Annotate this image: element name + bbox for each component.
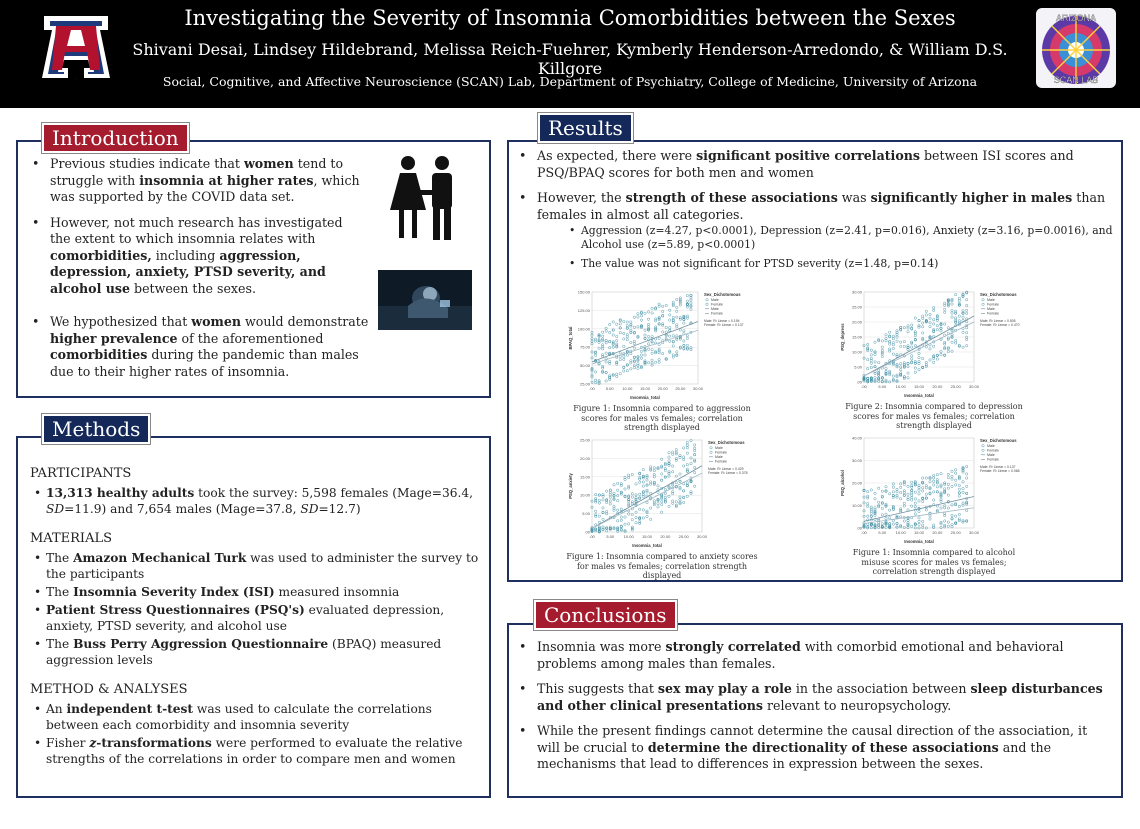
legend-title: Sex_Dichotomous	[704, 292, 741, 297]
y-tick-label: 15.00	[579, 474, 590, 480]
x-tick-label: 10.00	[623, 534, 634, 539]
x-tick-label: .00	[861, 530, 867, 535]
y-tick-label: 10.00	[579, 492, 590, 498]
x-axis-label: Insomnia_total	[632, 543, 662, 548]
y-tick-label: 30.00	[851, 289, 862, 295]
x-axis-label: Insomnia_total	[904, 393, 934, 398]
x-tick-label: 10.00	[895, 384, 906, 389]
y-tick-label: 40.00	[851, 435, 862, 441]
legend-entry: Male	[715, 455, 723, 459]
methods-title: Methods	[42, 414, 150, 444]
intro-bullet-1: • Previous studies indicate that women tend to struggle with insomnia at higher rates, which was supported by the COVID data set.	[28, 156, 363, 206]
x-tick-label: 30.00	[968, 384, 980, 389]
legend-entry: Male	[711, 298, 719, 302]
legend-entry: Female	[715, 450, 727, 455]
chart-aggression	[564, 282, 760, 402]
x-tick-label: .00	[861, 384, 867, 389]
x-tick-label: 30.00	[696, 534, 708, 539]
x-tick-label: 20.00	[932, 530, 943, 535]
legend-entry: Female	[987, 448, 999, 453]
r2-male-label: Male: R² Linear = 0.137	[980, 465, 1016, 469]
chart-alcohol	[836, 428, 1032, 546]
legend-entry: Male	[987, 453, 995, 457]
x-tick-label: 5.00	[878, 384, 887, 389]
y-tick-label: .00	[856, 525, 862, 531]
legend-marker	[706, 303, 708, 305]
participants-heading: PARTICIPANTS	[30, 466, 132, 481]
conclusions-bullet-1: • Insomnia was more strongly correlated with comorbid emotional and behavioral problems among males than females.	[515, 639, 1113, 672]
y-tick-label: 15.00	[851, 334, 862, 340]
plot-area	[592, 292, 698, 384]
x-tick-label: 25.00	[675, 386, 686, 391]
figure-caption: Figure 2: Insomnia compared to depression scores for males vs females; correlation strength displayed	[845, 402, 1023, 430]
x-tick-label: 20.00	[932, 384, 943, 389]
methods-section	[16, 436, 491, 798]
x-tick-label: 20.00	[657, 386, 668, 391]
legend-marker	[710, 451, 712, 453]
introduction-title: Introduction	[42, 123, 189, 153]
x-axis-label: Insomnia_total	[630, 395, 660, 400]
couple-icon	[386, 154, 464, 242]
participants-bullet: • 13,313 healthy adults took the survey: 5,598 females (Mage=36.4, SD=11.9) and 7,654 males (Mage=37.8, SD=12.7)	[30, 485, 480, 517]
r2-female-label: Female: R² Linear = 0.470	[980, 323, 1020, 327]
x-tick-label: 10.00	[622, 386, 633, 391]
y-tick-label: .00	[584, 529, 590, 535]
y-tick-label: 25.00	[851, 304, 862, 310]
y-axis-label: PSQ_depress	[840, 323, 845, 351]
y-tick-label: 20.00	[851, 319, 862, 325]
y-tick-label: 100.00	[577, 326, 590, 332]
y-axis-label: PSQ_alcohol	[840, 470, 845, 496]
y-tick-label: 10.00	[851, 503, 862, 508]
y-tick-label: 150.00	[577, 289, 590, 295]
conclusions-bullet-2: • This suggests that sex may play a role in the association between sleep disturbances and other clinical presentations relevant to neuropsychology.	[515, 681, 1113, 714]
r2-female-label: Female: R² Linear = 0.068	[980, 469, 1020, 473]
legend-title: Sex_Dichotomous	[708, 440, 745, 445]
figure-caption: Figure 1: Insomnia compared to anxiety scores for males vs females; correlation strength displayed	[566, 552, 758, 580]
x-tick-label: .00	[589, 386, 595, 391]
x-tick-label: 10.00	[895, 530, 906, 535]
x-tick-label: 5.00	[878, 530, 887, 535]
legend-entry: Female	[711, 302, 723, 307]
x-tick-label: 30.00	[968, 530, 980, 535]
legend-marker	[710, 447, 712, 449]
legend-entry: Female	[711, 311, 723, 316]
poster-header	[0, 0, 1140, 108]
x-tick-label: 20.00	[660, 534, 671, 539]
results-sub-bullet-1: • Aggression (z=4.27, p<0.0001), Depression (z=2.41, p=0.016), Anxiety (z=3.16, p=0.0016), and Alcohol use (z=5.89, p<0.0001)	[565, 224, 1115, 252]
poster-authors: Shivani Desai, Lindsey Hildebrand, Melissa Reich-Fuehrer, Kymberly Henderson-Arredondo, & William D.S. Killgore	[132, 40, 1008, 78]
analyses-bullet-1: • An independent t-test was used to calculate the correlations between each comorbidity and insomnia severity	[30, 701, 480, 733]
materials-bullet-2: • The Insomnia Severity Index (ISI) measured insomnia	[30, 584, 480, 600]
university-logo	[40, 12, 112, 82]
conclusions-section	[507, 623, 1123, 798]
legend-marker	[982, 299, 984, 301]
intro-bullet-2: • However, not much research has investigated the extent to which insomnia relates with comorbidities, including aggression, depression, anxiety, PTSD severity, and alcohol use between the sexes.	[28, 215, 363, 298]
materials-bullet-3: • Patient Stress Questionnaires (PSQ's) evaluated depression, anxiety, PTSD severity, and alcohol use	[30, 602, 480, 634]
introduction-section	[16, 140, 491, 398]
legend-title: Sex_Dichotomous	[980, 438, 1017, 443]
legend-entry: Female	[987, 311, 999, 316]
y-tick-label: 10.00	[851, 349, 862, 355]
y-tick-label: 5.00	[854, 364, 862, 370]
lab-logo-bottom-text: SCAN LAB	[1053, 75, 1099, 85]
y-tick-label: .00	[856, 379, 862, 385]
x-tick-label: 30.00	[692, 386, 704, 391]
r2-male-label: Male: R² Linear = 0.505	[980, 319, 1016, 323]
poster-title: Investigating the Severity of Insomnia Comorbidities between the Sexes	[184, 6, 956, 30]
y-axis-label: PSQ_anxiety	[568, 473, 573, 499]
x-tick-label: 5.00	[606, 534, 615, 539]
y-tick-label: 20.00	[851, 480, 862, 486]
analyses-heading: METHOD & ANALYSES	[30, 682, 188, 697]
figure-caption: Figure 1: Insomnia compared to aggression scores for males vs females; correlation strength displayed	[573, 404, 751, 432]
x-tick-label: 15.00	[913, 384, 925, 389]
results-sub-bullet-2: • The value was not significant for PTSD severity (z=1.48, p=0.14)	[565, 257, 1115, 271]
figure-depression	[836, 282, 1032, 431]
chart-anxiety	[564, 430, 760, 550]
x-tick-label: 5.00	[605, 386, 614, 391]
figure-aggression	[564, 282, 760, 433]
legend-marker	[982, 445, 984, 447]
x-axis-label: Insomnia_total	[904, 539, 934, 544]
university-logo-letter: A	[75, 79, 77, 80]
y-tick-label: 25.00	[579, 381, 590, 387]
legend-entry: Male	[987, 444, 995, 448]
insomnia-photo	[378, 270, 472, 330]
x-tick-label: 15.00	[639, 386, 651, 391]
x-tick-label: .00	[589, 534, 595, 539]
conclusions-bullet-3: • While the present findings cannot determine the causal direction of the association, it will be crucial to determine the directionality of these associations and the mechanisms that lead to differences in expression between the sexes.	[515, 723, 1113, 773]
legend-entry: Male	[715, 446, 723, 450]
materials-bullet-4: • The Buss Perry Aggression Questionnaire (BPAQ) measured aggression levels	[30, 636, 480, 668]
r2-male-label: Male: R² Linear = 0.429	[708, 467, 744, 471]
y-axis-label: BPAQ_total	[568, 326, 573, 350]
y-tick-label: 5.00	[582, 511, 590, 517]
x-tick-label: 15.00	[913, 530, 925, 535]
legend-marker	[982, 303, 984, 305]
x-tick-label: 25.00	[678, 534, 689, 539]
r2-female-label: Female: R² Linear = 0.137	[704, 323, 744, 327]
legend-title: Sex_Dichotomous	[980, 292, 1017, 297]
chart-depression	[836, 282, 1032, 400]
r2-female-label: Female: R² Linear = 0.378	[708, 471, 748, 475]
x-tick-label: 25.00	[950, 384, 961, 389]
analyses-bullet-2: • Fisher z-transformations were performed to evaluate the relative strengths of the correlations in order to compare men and women	[30, 735, 480, 767]
y-tick-label: 75.00	[579, 344, 590, 350]
x-tick-label: 15.00	[641, 534, 653, 539]
figure-caption: Figure 1: Insomnia compared to alcohol misuse scores for males vs females; correlation strength displayed	[852, 548, 1016, 576]
y-tick-label: 25.00	[579, 437, 590, 443]
poster-affiliation: Social, Cognitive, and Affective Neuroscience (SCAN) Lab, Department of Psychiatry, College of Medicine, University of Arizona	[162, 74, 978, 89]
figure-alcohol	[836, 428, 1032, 577]
r2-male-label: Male: R² Linear = 0.194	[704, 319, 740, 323]
legend-entry: Male	[711, 307, 719, 311]
legend-entry: Male	[987, 307, 995, 311]
materials-heading: MATERIALS	[30, 531, 112, 546]
legend-marker	[706, 299, 708, 301]
y-tick-label: 50.00	[579, 363, 590, 369]
results-title: Results	[538, 113, 633, 143]
intro-bullet-3: • We hypothesized that women would demonstrate higher prevalence of the aforementioned comorbidities during the pandemic than males due to their higher rates of insomnia.	[28, 314, 373, 380]
y-tick-label: 125.00	[577, 307, 590, 313]
figure-anxiety	[564, 430, 760, 581]
legend-marker	[982, 449, 984, 451]
x-tick-label: 25.00	[950, 530, 961, 535]
y-tick-label: 20.00	[579, 455, 590, 461]
materials-bullet-1: • The Amazon Mechanical Turk was used to administer the survey to the participants	[30, 550, 480, 582]
lab-logo-top-text: ARIZONA	[1055, 13, 1097, 23]
scan-lab-logo	[1036, 8, 1116, 88]
y-tick-label: 30.00	[851, 458, 862, 463]
legend-entry: Male	[987, 298, 995, 302]
legend-entry: Female	[715, 459, 727, 464]
legend-entry: Female	[987, 302, 999, 307]
conclusions-title: Conclusions	[534, 600, 677, 630]
results-bullet-1: • As expected, there were significant positive correlations between ISI scores and PSQ/BPAQ scores for both men and women	[515, 148, 1113, 181]
legend-entry: Female	[987, 457, 999, 462]
results-bullet-2: • However, the strength of these associations was significantly higher in males than females in almost all categories.	[515, 190, 1113, 223]
